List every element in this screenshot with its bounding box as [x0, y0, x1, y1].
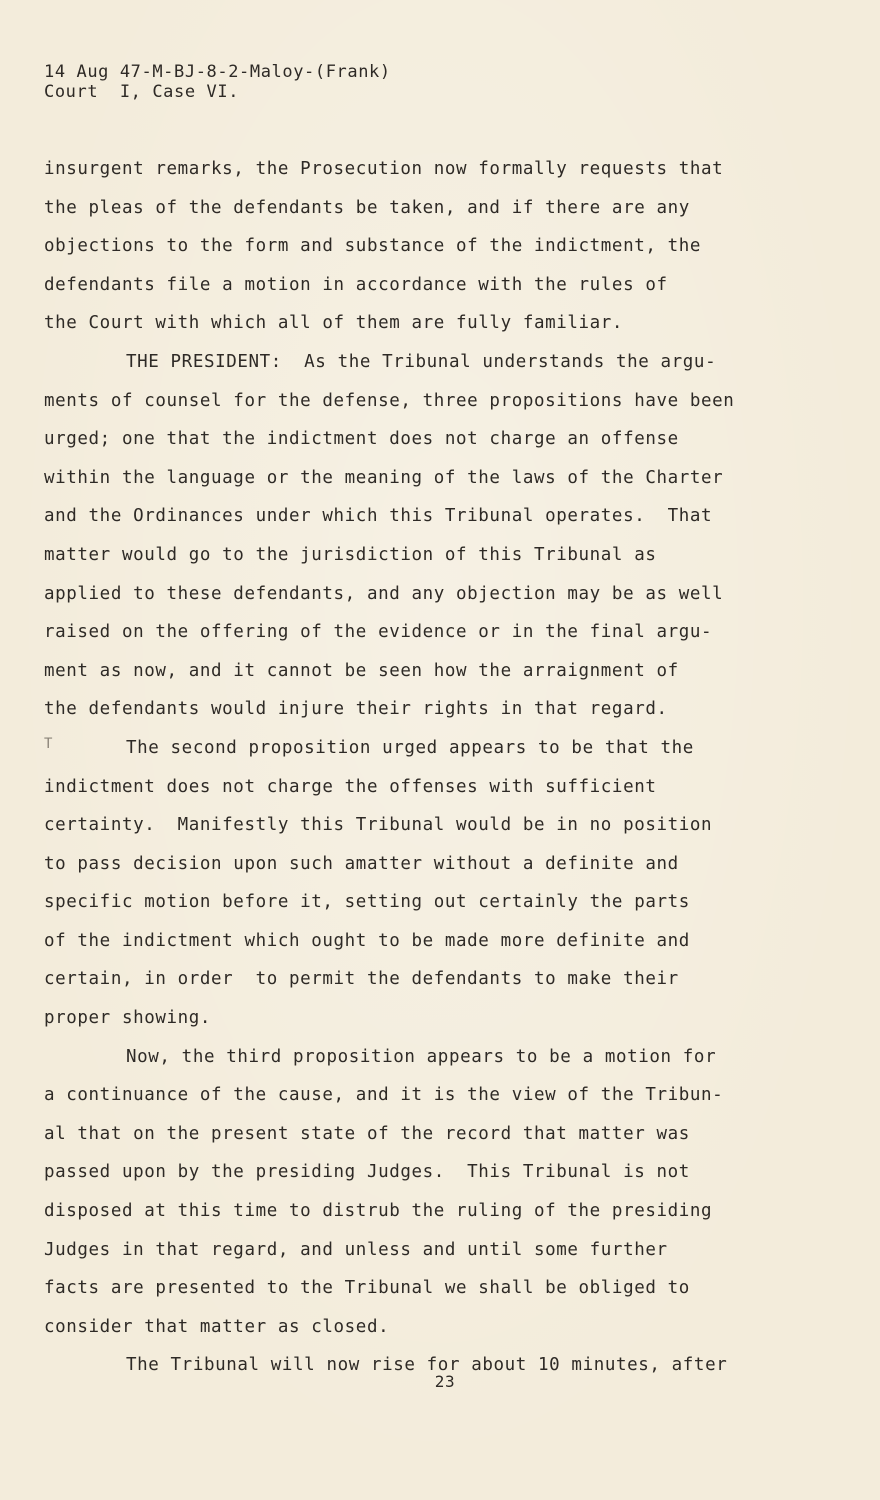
margin-mark: T	[44, 736, 54, 752]
text-line: defendants file a motion in accordance with the rules of	[44, 274, 668, 295]
transcript-body	[44, 155, 774, 1390]
text-line: objections to the form and substance of the indictment, the	[44, 236, 702, 257]
text-line: the Court with which all of them are fully familiar.	[44, 313, 624, 334]
text-line: Now, the third proposition appears to be a motion for	[126, 1046, 717, 1067]
text-line: Judges in that regard, and unless and until some further	[44, 1239, 668, 1260]
text-line: the defendants would injure their rights in that regard.	[44, 699, 668, 720]
text-line: insurgent remarks, the Prosecution now formally requests that	[44, 159, 724, 179]
text-line: The Tribunal will now rise for about 10 minutes, after	[126, 1355, 728, 1376]
text-line: consider that matter as closed.	[44, 1316, 390, 1337]
text-line: ment as now, and it cannot be seen how the arraignment of	[44, 660, 679, 681]
text-line: proper showing.	[44, 1008, 212, 1029]
text-line: indictment does not charge the offenses with sufficient	[44, 776, 657, 797]
page-number: 23	[434, 1372, 456, 1391]
text-line: The second proposition urged appears to be that the	[126, 737, 694, 758]
text-line: the pleas of the defendants be taken, and if there are any	[44, 197, 690, 218]
text-line: specific motion before it, setting out certainly the parts	[44, 892, 690, 913]
header-court-line: Court I, Case VI.	[44, 82, 240, 102]
header-session-line: 14 Aug 47-M-BJ-8-2-Maloy-(Frank)	[44, 62, 391, 82]
text-line: applied to these defendants, and any objection may be as well	[44, 583, 724, 604]
text-line: disposed at this time to distrub the ruling of the presiding	[44, 1201, 713, 1222]
text-line: of the indictment which ought to be made more definite and	[44, 930, 690, 951]
text-line: a continuance of the cause, and it is the view of the Tribun-	[44, 1085, 724, 1106]
text-line: ments of counsel for the defense, three propositions have been	[44, 390, 735, 411]
text-line: certain, in order to permit the defendants to make their	[44, 969, 679, 990]
text-line: THE PRESIDENT: As the Tribunal understands the argu-	[126, 351, 717, 372]
text-line: certainty. Manifestly this Tribunal would be in no position	[44, 815, 713, 836]
text-line: facts are presented to the Tribunal we shall be obliged to	[44, 1278, 690, 1299]
text-line: within the language or the meaning of the laws of the Charter	[44, 467, 724, 488]
text-line: matter would go to the jurisdiction of this Tribunal as	[44, 544, 657, 565]
text-line: al that on the present state of the record that matter was	[44, 1123, 690, 1144]
document-header	[44, 62, 391, 102]
text-line: passed upon by the presiding Judges. This Tribunal is not	[44, 1162, 690, 1183]
text-line: to pass decision upon such amatter without a definite and	[44, 853, 679, 874]
text-line: and the Ordinances under which this Tribunal operates. That	[44, 506, 713, 527]
text-line: raised on the offering of the evidence or in the final argu-	[44, 622, 713, 643]
text-line: urged; one that the indictment does not charge an offense	[44, 429, 679, 450]
